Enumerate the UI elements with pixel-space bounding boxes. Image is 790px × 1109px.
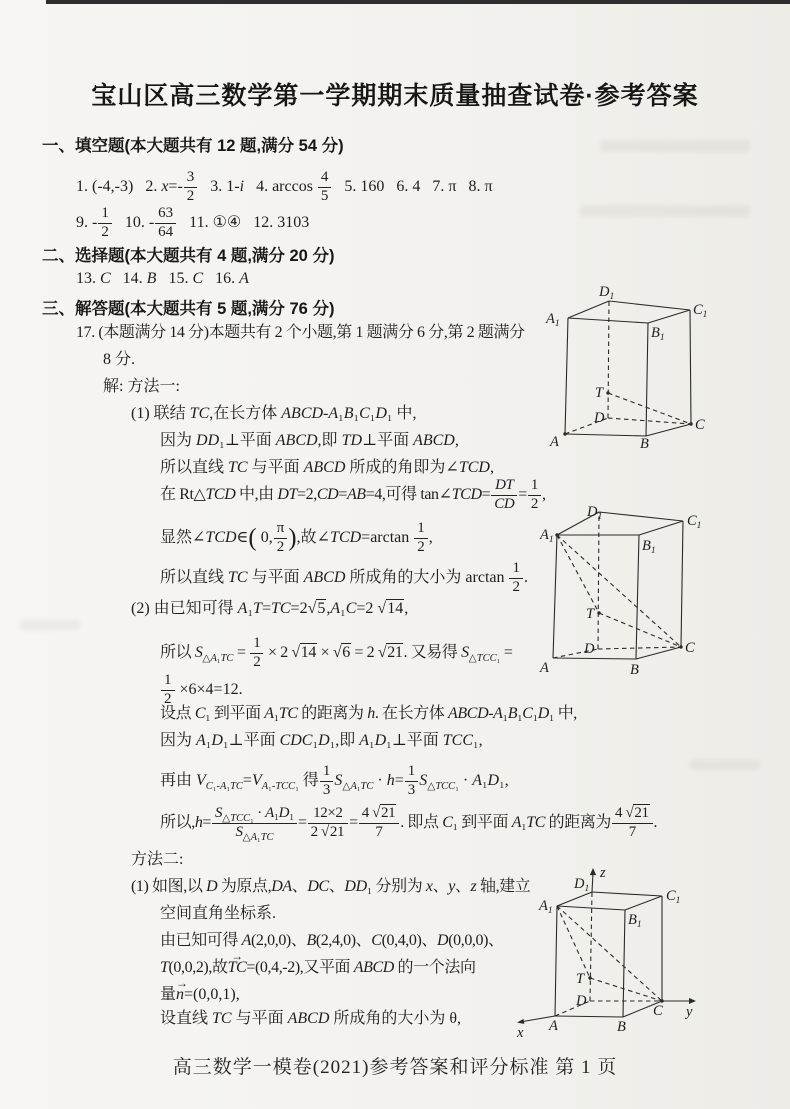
vertex-label-D: D — [584, 641, 595, 657]
solution-method1-label: 解: 方法一: — [103, 378, 180, 395]
fill-in-answers-line-2: 9. - $\frac{1}{2}$ 10. - $\frac{63}{64}$ 11. ①④ 12. 3103 — [76, 205, 310, 240]
m1-part2-line-6: 再由 $V_{C_1-A_1TC}=V_{A_1-TCC_1}$ 得 $\frac{1}{3}$ $S_{\triangle A_1TC} \cdot h=$ $\frac{1}{3}$ $S_{\triangle TCC_1} \cdot A_1D_1$, — [160, 763, 509, 798]
vertex-label-x: x — [517, 1025, 524, 1041]
q17-intro-line-2: 8 分. — [103, 351, 136, 368]
m1-part1-line-5: 显然∠TCD∈( 0, $\frac{\pi}{2}$ ),故∠TCD=arctan $\frac{1}{2}$ , — [160, 520, 433, 555]
m1-part1-line-3: 所以直线 TC 与平面 ABCD 所成的角即为∠TCD, — [160, 459, 494, 476]
m1-part2-line-3: $\frac{1}{2}$ ×6×4=12. — [160, 673, 243, 708]
vertex-label-A: A — [549, 1018, 558, 1034]
vertex-label-B1: $B_1$ — [628, 912, 642, 930]
m1-part2-line-7: 所以,h= $\frac{S_{\triangle TCC_1} \cdot A_1D_1}{S_{\triangle A_1TC}}$ = $\frac{12\times 2}{2 √21}$ = $\frac{4 √21}{7}$ . 即点 C₁ 到平面 A₁TC 的距离为 $\frac{4 √21}{7}$ . — [160, 805, 658, 843]
vertex-label-y: y — [686, 1004, 693, 1020]
m2-line-2: 空间直角坐标系. — [160, 905, 277, 922]
vertex-label-T: T — [595, 385, 604, 401]
vertex-label-A: A — [540, 660, 549, 676]
scan-smudge — [600, 140, 750, 152]
m2-line-1: (1) 如图,以 D 为原点,DA、DC、DD₁ 分别为 x、y、z 轴,建立 — [131, 878, 531, 895]
vertex-label-B: B — [617, 1019, 626, 1035]
method2-label: 方法二: — [131, 851, 184, 868]
m2-line-6: 设直线 TC 与平面 ABCD 所成角的大小为 θ, — [160, 1010, 462, 1027]
fill-in-answers-line-1: 1. (-4,-3) 2. x=- $\frac{3}{2}$ 3. 1-i 4. arccos $\frac{4}{5}$ 5. 160 6. 4 7. π 8. π — [76, 169, 493, 204]
vertex-label-D: D — [576, 993, 587, 1009]
m2-line-4: T(0,0,2),故TC →=(0,4,-2),又平面 ABCD 的一个法向 — [160, 957, 476, 979]
vertex-label-C1: $C_1$ — [687, 513, 702, 531]
vertex-label-D1: $D_1$ — [599, 284, 615, 302]
m1-part2-line-1: (2) 由已知可得 A₁T=TC=2√5,A₁C=2 √14, — [131, 600, 409, 617]
cuboid-diagram-2 — [540, 506, 715, 681]
cuboid-diagram-3-axes — [512, 864, 712, 1044]
vertex-label-T: T — [576, 971, 585, 987]
scan-smudge — [20, 620, 80, 630]
vertex-label-C1: $C_1$ — [666, 888, 681, 906]
m1-part1-line-6: 所以直线 TC 与平面 ABCD 所成角的大小为 arctan $\frac{1}{2}$ . — [160, 560, 528, 595]
section-3-heading: 三、解答题(本大题共有 5 题,满分 76 分) — [42, 300, 335, 318]
vertex-label-T: T — [586, 606, 595, 622]
vertex-label-A1: $A_1$ — [539, 898, 553, 916]
m1-part2-line-2: 所以 $S_{\triangle A_1TC}$ = $\frac{1}{2}$ × 2 √14 × √6 = 2 √21. 又易得 $S_{\triangle TCC_1}$ = — [160, 635, 513, 670]
scan-top-edge — [46, 0, 790, 4]
m2-line-5: 量n →=(0,0,1), — [160, 984, 240, 1006]
choice-answers-line: 13. C 14. B 15. C 16. A — [76, 270, 249, 287]
m1-part1-line-1: (1) 联结 TC,在长方体 ABCD-A₁B₁C₁D₁ 中, — [131, 405, 417, 422]
vertex-label-D: D — [594, 410, 605, 426]
vertex-label-A1: $A_1$ — [540, 527, 554, 545]
q17-intro-line-1: 17. (本题满分 14 分)本题共有 2 个小题,第 1 题满分 6 分,第 2 题满分 — [76, 324, 525, 341]
m1-part2-line-4: 设点 C₁ 到平面 A₁TC 的距离为 h. 在长方体 ABCD-A₁B₁C₁D₁ 中, — [160, 705, 577, 722]
vertex-label-C: C — [685, 640, 695, 656]
section-2-heading: 二、选择题(本大题共有 4 题,满分 20 分) — [42, 247, 335, 265]
vertex-label-B1: $B_1$ — [642, 538, 656, 556]
page-title: 宝山区高三数学第一学期期末质量抽查试卷·参考答案 — [91, 82, 699, 110]
vertex-label-z: z — [600, 865, 606, 881]
m1-part1-line-4: 在 Rt△TCD 中,由 DT=2,CD=AB=4,可得 tan∠TCD= $\frac{DT}{CD}$ = $\frac{1}{2}$ , — [160, 477, 546, 512]
vertex-label-B1: $B_1$ — [651, 325, 665, 343]
vertex-label-B: B — [630, 662, 639, 678]
m2-line-3: 由已知可得 A(2,0,0)、B(2,4,0)、C(0,4,0)、D(0,0,0)、 — [160, 932, 504, 949]
vertex-label-D1: $D_1$ — [587, 504, 603, 522]
scan-smudge — [580, 205, 750, 217]
vertex-label-C1: $C_1$ — [693, 302, 708, 320]
m1-part1-line-2: 因为 DD₁⊥平面 ABCD,即 TD⊥平面 ABCD, — [160, 432, 459, 449]
scan-smudge — [690, 760, 760, 770]
vertex-label-C: C — [653, 1003, 663, 1019]
vertex-label-A1: $A_1$ — [546, 311, 560, 329]
vertex-label-A: A — [550, 434, 559, 450]
vertex-label-D1: $D_1$ — [574, 876, 590, 894]
vertex-label-B: B — [640, 436, 649, 452]
cuboid-diagram-1 — [540, 283, 715, 453]
section-1-heading: 一、填空题(本大题共有 12 题,满分 54 分) — [42, 137, 344, 155]
page-footer: 高三数学一模卷(2021)参考答案和评分标准 第 1 页 — [172, 1057, 618, 1078]
m1-part2-line-5: 因为 A₁D₁⊥平面 CDC₁D₁,即 A₁D₁⊥平面 TCC₁, — [160, 732, 483, 749]
vertex-label-C: C — [695, 417, 705, 433]
